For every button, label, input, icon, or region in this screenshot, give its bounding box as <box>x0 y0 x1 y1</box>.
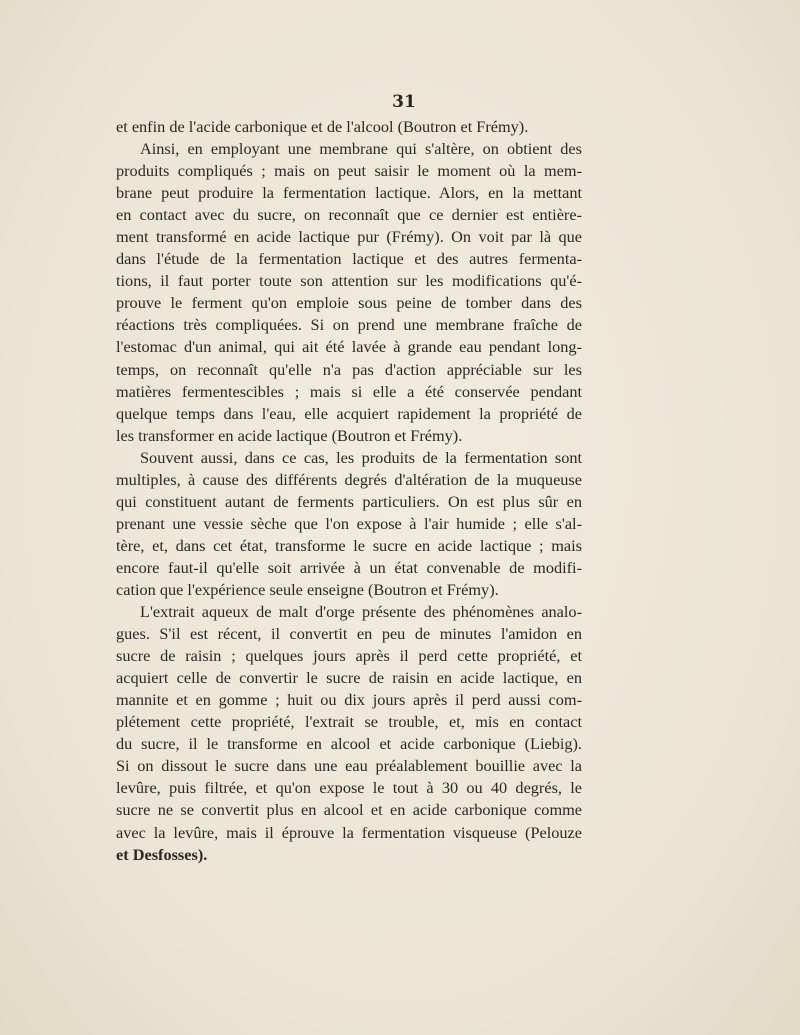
text-line: encore faut-il qu'elle soit arrivée à un état convenable de modifi- <box>116 557 582 577</box>
text-line: l'estomac d'un animal, qui ait été lavée à grande eau pendant long- <box>116 337 582 357</box>
text-line: et Desfosses). <box>116 844 208 864</box>
text-line: prenant une vessie sèche que l'on expose à l'air humide ; elle s'al- <box>116 513 582 533</box>
text-line: tions, il faut porter toute son attention sur les modifications qu'é- <box>116 271 582 291</box>
text-line: mannite et en gomme ; huit ou dix jours après il perd aussi com- <box>116 690 582 710</box>
text-line: en contact avec du sucre, on reconnaît que ce dernier est entière- <box>116 205 582 225</box>
text-line: prouve le ferment qu'on emploie sous peine de tomber dans des <box>116 293 582 313</box>
text-line: et enfin de l'acide carbonique et de l'alcool (Boutron et Frémy). <box>116 117 529 136</box>
text-line: les transformer en acide lactique (Boutron et Frémy). <box>116 425 463 445</box>
text-line: qui constituent autant de ferments particuliers. On est plus sûr en <box>116 491 582 511</box>
text-line: acquiert celle de convertir le sucre de raisin en acide lactique, en <box>116 668 582 688</box>
text-line: plétement cette propriété, l'extrait se trouble, et, mis en contact <box>116 712 582 732</box>
body-text <box>116 116 582 866</box>
text-line: brane peut produire la fermentation lactique. Alors, en la mettant <box>116 183 582 203</box>
text-line: ment transformé en acide lactique pur (Frémy). On voit par là que <box>116 227 582 247</box>
text-line: Souvent aussi, dans ce cas, les produits de la fermentation sont <box>140 447 582 467</box>
text-line: sucre ne se convertit plus en alcool et en acide carbonique comme <box>116 800 582 820</box>
text-line: multiples, à cause des différents degrés d'altération de la muqueuse <box>116 469 582 489</box>
text-line: matières fermentescibles ; mais si elle a été conservée pendant <box>116 381 582 401</box>
text-line: L'extrait aqueux de malt d'orge présente des phénomènes analo- <box>140 602 582 622</box>
text-line: cation que l'expérience seule enseigne (Boutron et Frémy). <box>116 579 499 599</box>
text-line: temps, on reconnaît qu'elle n'a pas d'action appréciable sur les <box>116 359 582 379</box>
page-number: 31 <box>392 92 416 112</box>
text-line: levûre, puis filtrée, et qu'on expose le tout à 30 ou 40 degrés, le <box>116 778 582 798</box>
text-line: quelque temps dans l'eau, elle acquiert rapidement la propriété de <box>116 403 582 423</box>
text-line: Si on dissout le sucre dans une eau préalablement bouillie avec la <box>116 756 582 776</box>
text-line: du sucre, il le transforme en alcool et acide carbonique (Liebig). <box>116 734 582 754</box>
text-line: avec la levûre, mais il éprouve la fermentation visqueuse (Pelouze <box>116 822 582 842</box>
text-line: sucre de raisin ; quelques jours après il perd cette propriété, et <box>116 646 582 666</box>
text-line: produits compliqués ; mais on peut saisir le moment où la mem- <box>116 161 582 181</box>
text-line: tère, et, dans cet état, transforme le sucre en acide lactique ; mais <box>116 535 582 555</box>
text-line: gues. S'il est récent, il convertit en peu de minutes l'amidon en <box>116 624 582 644</box>
text-line: Ainsi, en employant une membrane qui s'altère, on obtient des <box>140 139 582 159</box>
text-line: réactions très compliquées. Si on prend une membrane fraîche de <box>116 315 582 335</box>
text-line: dans l'étude de la fermentation lactique et des autres fermenta- <box>116 249 582 269</box>
